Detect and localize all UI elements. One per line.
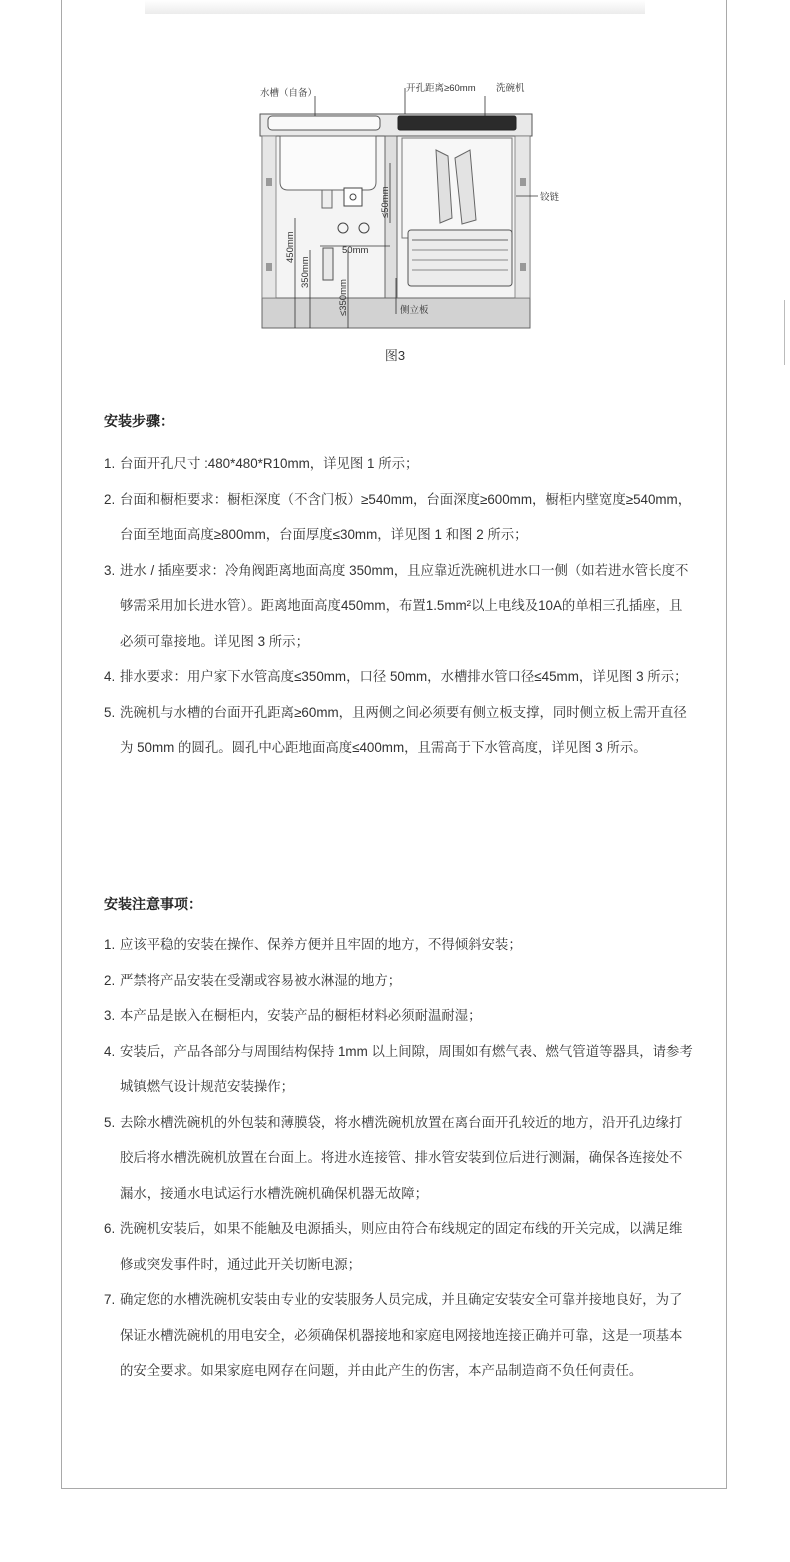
- notes-title: 安装注意事项：: [104, 896, 202, 912]
- list-item: [104, 927, 694, 963]
- item-text: 排水要求：用户家下水管高度≤350mm，口径 50mm，水槽排水管口径≤45mm，详见图 3 所示；: [120, 669, 688, 684]
- label-height-450: 450mm: [285, 231, 296, 263]
- item-number: 4.: [104, 669, 116, 684]
- label-width-50: 50mm: [342, 245, 369, 256]
- list-item: [104, 695, 694, 766]
- install-steps-list: [104, 446, 694, 766]
- label-hinge: 铰链: [540, 192, 560, 203]
- hinge-icon: [520, 178, 526, 186]
- item-number: 3.: [104, 1008, 116, 1023]
- figure-caption: 图3: [384, 348, 406, 363]
- install-steps-title: 安装步骤：: [104, 413, 174, 429]
- hinge-icon: [266, 263, 272, 271]
- label-height-le350: ≤350mm: [338, 279, 349, 316]
- item-text: 去除水槽洗碗机的外包装和薄膜袋，将水槽洗碗机放置在离台面开孔较近的地方，沿开孔边缘打胶后将水槽洗碗机放置在台面上。将进水连接管、排水管安装到位后进行测漏，确保各连接处不漏水，接通水电试运行水槽洗碗机确保机器无故障；: [120, 1114, 683, 1201]
- item-number: 1.: [104, 937, 116, 952]
- list-item: [104, 553, 694, 660]
- item-number: 5.: [104, 1114, 116, 1130]
- item-text: 严禁将产品安装在受潮或容易被水淋湿的地方；: [120, 972, 402, 988]
- item-number: 4.: [104, 1043, 116, 1059]
- item-number: 2.: [104, 972, 116, 988]
- item-number: 1.: [104, 456, 116, 471]
- item-text: 洗碗机与水槽的台面开孔距离≥60mm，且两侧之间必须要有侧立板支撑，同时侧立板上需开直径为 50mm 的圆孔。圆孔中心距地面高度≤400mm，且需高于下水管高度，详见图 3 所示。: [120, 704, 687, 755]
- label-le50: ≤50mm: [380, 186, 391, 218]
- item-text: 确定您的水槽洗碗机安装由专业的安装服务人员完成，并且确定安装安全可靠并接地良好，为了保证水槽洗碗机的用电安全，必须确保机器接地和家庭电网接地连接正确并可靠，这是一项基本的安全要求。如果家庭电网存在问题，并由此产生的伤害，本产品制造商不负任何责任。: [120, 1292, 683, 1378]
- item-number: 2.: [104, 491, 116, 507]
- label-height-350: 350mm: [300, 256, 311, 288]
- item-text: 台面开孔尺寸 :480*480*R10mm，详见图 1 所示；: [120, 456, 419, 471]
- item-number: 5.: [104, 704, 116, 720]
- list-item: [104, 1211, 694, 1282]
- item-text: 进水 / 插座要求：冷角阀距离地面高度 350mm，且应靠近洗碗机进水口一侧（如若进水管长度不够需采用加长进水管）。距离地面高度450mm，布置1.5mm²以上电线及10A的单相三孔插座，且必须可靠接地。详见图 3 所示；: [120, 562, 689, 649]
- list-item: [104, 1105, 694, 1212]
- item-number: 7.: [104, 1292, 116, 1307]
- notes-list: [104, 927, 694, 1389]
- list-item: [104, 998, 694, 1034]
- hinge-icon: [266, 178, 272, 186]
- item-number: 3.: [104, 562, 116, 578]
- item-text: 应该平稳的安装在操作、保养方便并且牢固的地方，不得倾斜安装；: [120, 937, 522, 952]
- item-text: 安装后，产品各部分与周围结构保持 1mm 以上间隙，周围如有燃气表、燃气管道等器具，请参考城镇燃气设计规范安装操作；: [120, 1043, 693, 1094]
- list-item: [104, 1282, 694, 1389]
- list-item: [104, 659, 694, 695]
- item-number: 6.: [104, 1221, 116, 1236]
- label-gap: 开孔距离≥60mm: [406, 83, 476, 94]
- label-dishwasher: 洗碗机: [496, 83, 525, 94]
- dishwasher: [398, 116, 516, 286]
- list-item: [104, 1034, 694, 1105]
- item-text: 本产品是嵌入在橱柜内，安装产品的橱柜材料必须耐温耐湿；: [120, 1008, 482, 1023]
- list-item: [104, 446, 694, 482]
- list-item: [104, 482, 694, 553]
- label-side-panel: 侧立板: [400, 305, 429, 316]
- label-sink: 水槽（自备）: [260, 88, 318, 99]
- hinge-icon: [520, 263, 526, 271]
- item-text: 台面和橱柜要求：橱柜深度（不含门板）≥540mm，台面深度≥600mm，橱柜内壁宽度≥540mm，台面至地面高度≥800mm，台面厚度≤30mm，详见图 1 和图 2 所示；: [120, 491, 692, 542]
- item-text: 洗碗机安装后，如果不能触及电源插头，则应由符合布线规定的固定布线的开关完成，以满足维修或突发事件时，通过此开关切断电源；: [120, 1221, 683, 1272]
- installation-diagram: [240, 78, 560, 336]
- list-item: [104, 963, 694, 999]
